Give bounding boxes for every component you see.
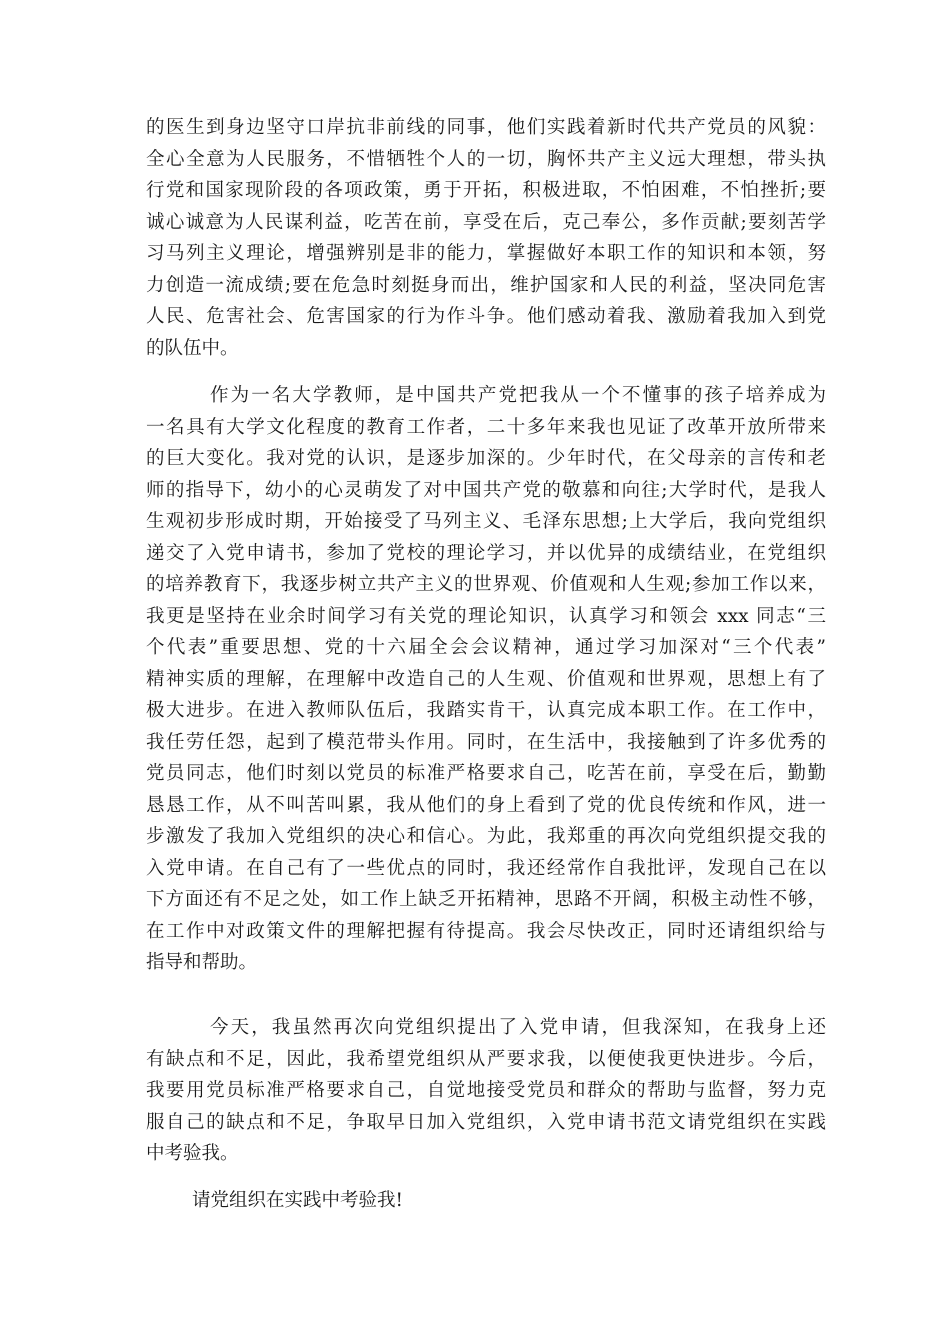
text-line: 的培养教育下，我逐步树立共产主义的世界观、价值观和人生观;参加工作以来， (146, 574, 826, 595)
text-line: 有缺点和不足，因此，我希望党组织从严要求我，以便使我更快进步。今后， (146, 1048, 826, 1070)
text-line: 今天，我虽然再次向党组织提出了入党申请，但我深知，在我身上还 (210, 1017, 826, 1038)
paragraph-2 (146, 380, 826, 979)
text-line: 生观初步形成时期，开始接受了马列主义、毛泽东思想;上大学后，我向党组织 (146, 511, 826, 532)
closing-line: 请党组织在实践中考验我! (192, 1190, 403, 1211)
text-line: 精神实质的理解，在理解中改造自己的人生观、价值观和世界观，思想上有了 (146, 668, 826, 690)
text-line: 中考验我。 (146, 1143, 239, 1164)
paragraph-3 (146, 1012, 826, 1170)
text-line: 行党和国家现阶段的各项政策，勇于开拓，积极进取，不怕困难，不怕挫折;要 (146, 180, 826, 201)
text-line: 作为一名大学教师，是中国共产党把我从一个不懂事的孩子培养成为 (210, 385, 826, 406)
text-line: 递交了入党申请书，参加了党校的理论学习，并以优异的成绩结业，在党组织 (146, 542, 826, 564)
text-line: 的队伍中。 (146, 337, 239, 359)
text-line: 的医生到身边坚守口岸抗非前线的同事，他们实践着新时代共产党员的风貌： (146, 117, 826, 138)
text-line: 个代表”重要思想、党的十六届全会会议精神，通过学习加深对“三个代表” (146, 637, 826, 658)
text-line: 的巨大变化。我对党的认识，是逐步加深的。少年时代，在父母亲的言传和老 (146, 448, 826, 469)
text-line: 师的指导下，幼小的心灵萌发了对中国共产党的敬慕和向往;大学时代，是我人 (146, 479, 826, 501)
text-line: 我要用党员标准严格要求自己，自觉地接受党员和群众的帮助与监督，努力克 (146, 1080, 826, 1101)
text-line: 人民、危害社会、危害国家的行为作斗争。他们感动着我、激励着我加入到党 (146, 306, 826, 327)
text-line: 诚心诚意为人民谋利益，吃苦在前，享受在后，克己奉公，多作贡献;要刻苦学 (146, 211, 826, 233)
text-line: 力创造一流成绩;要在危急时刻挺身而出，维护国家和人民的利益，坚决同危害 (146, 274, 826, 296)
text-line: 一名具有大学文化程度的教育工作者，二十多年来我也见证了改革开放所带来 (146, 416, 826, 438)
text-line: 步激发了我加入党组织的决心和信心。为此，我郑重的再次向党组织提交我的 (146, 826, 826, 847)
text-line: 服自己的缺点和不足，争取早日加入党组织，入党申请书范文请党组织在实践 (146, 1111, 826, 1133)
text-line: 下方面还有不足之处，如工作上缺乏开拓精神，思路不开阔，积极主动性不够， (146, 889, 826, 910)
text-line: 习马列主义理论，增强辨别是非的能力，掌握做好本职工作的知识和本领，努 (146, 243, 826, 264)
text-line: 恳恳工作，从不叫苦叫累，我从他们的身上看到了党的优良传统和作风，进一 (146, 794, 826, 816)
text-line: 极大进步。在进入教师队伍后，我踏实肯干，认真完成本职工作。在工作中， (146, 700, 826, 721)
text-line: 入党申请。在自己有了一些优点的同时，我还经常作自我批评，发现自己在以 (146, 857, 826, 879)
text-line: 在工作中对政策文件的理解把握有待提高。我会尽快改正，同时还请组织给与 (146, 920, 826, 942)
text-line: 全心全意为人民服务，不惜牺牲个人的一切，胸怀共产主义远大理想，带头执 (146, 148, 826, 170)
text-line: 我任劳任怨，起到了模范带头作用。同时，在生活中，我接触到了许多优秀的 (146, 731, 826, 753)
text-line: 指导和帮助。 (146, 952, 258, 973)
paragraph-1 (146, 112, 826, 364)
text-line: 我更是坚持在业余时间学习有关党的理论知识，认真学习和领会 xxx 同志“三 (146, 605, 826, 627)
text-line: 党员同志，他们时刻以党员的标准严格要求自己，吃苦在前，享受在后，勤勤 (146, 763, 826, 784)
